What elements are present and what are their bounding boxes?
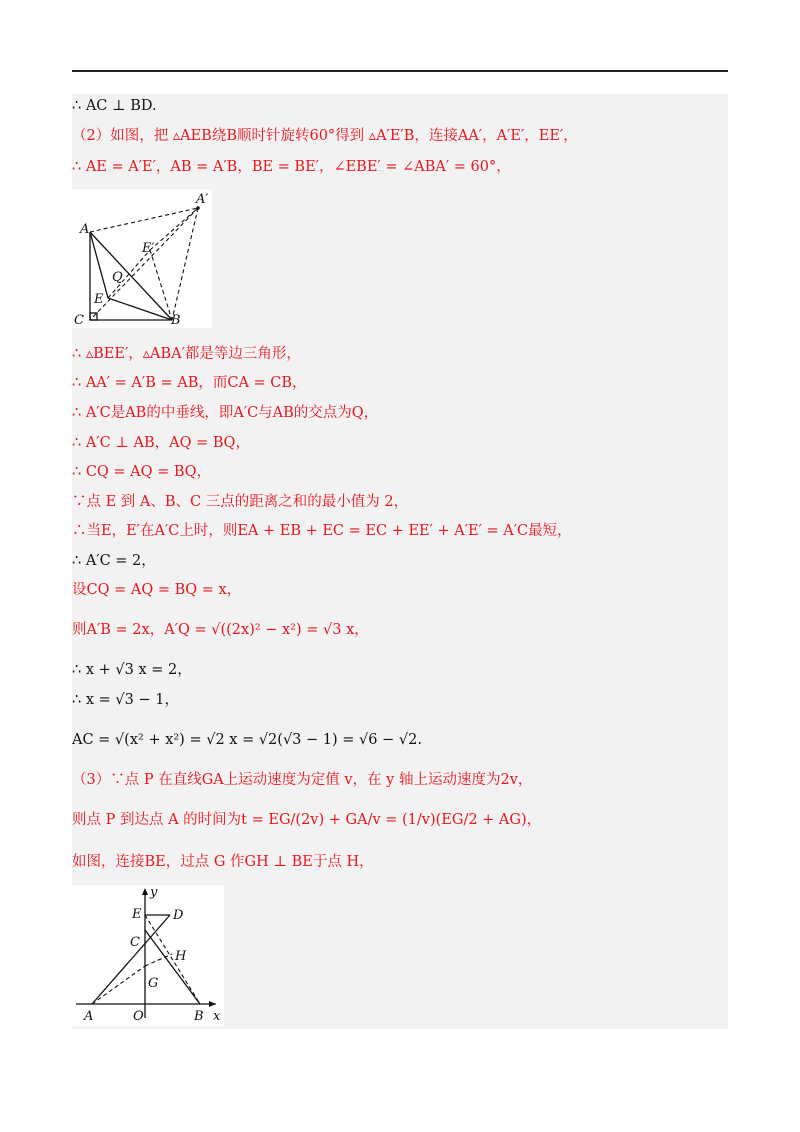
text-line-12: 设CQ = AQ = BQ = x，: [72, 582, 242, 598]
rotation-figure: [72, 190, 212, 328]
fig1-label-e-prime: E′: [142, 241, 155, 256]
fig2-label-y: y: [150, 886, 158, 900]
fig1-label-b: B: [171, 313, 181, 328]
text-line-17: （3）∵点 P 在直线GA上运动速度为定值 v，在 y 轴上运动速度为2v，: [72, 772, 533, 788]
fig2-label-x: x: [213, 1009, 221, 1024]
fig2-label-o: O: [133, 1009, 144, 1024]
text-line-8: ∴ CQ = AQ = BQ，: [72, 464, 211, 480]
text-line-3: ∴ AE = A′E′，AB = A′B，BE = BE′，∠EBE′ = ∠ABA′ = 60°，: [72, 159, 511, 175]
fig1-label-q: Q: [112, 270, 123, 285]
header-rule: [72, 70, 728, 72]
text-line-16: AC = √(x² + x²) = √2 x = √2(√3 − 1) = √6 − √2.: [72, 732, 422, 748]
fig2-label-b: B: [194, 1009, 204, 1024]
fig2-label-h: H: [175, 949, 187, 964]
text-line-10: ∴当E，E′在A′C上时，则EA + EB + EC = EC + EE′ + A′E′ = A′C最短，: [72, 523, 572, 539]
text-line-4: ∴ ▵BEE′，▵ABA′都是等边三角形，: [72, 346, 301, 362]
fig2-label-e: E: [132, 907, 142, 922]
text-line-18: 则点 P 到达点 A 的时间为t = EG/(2v) + GA/v = (1/v)(EG/2 + AG)，: [72, 812, 542, 828]
fig1-label-c: C: [74, 313, 84, 328]
text-line-19: 如图，连接BE，过点 G 作GH ⊥ BE于点 H，: [72, 854, 374, 870]
text-line-9: ∵点 E 到 A、B、C 三点的距离之和的最小值为 2，: [72, 494, 409, 510]
text-line-15: ∴ x = √3 − 1，: [72, 692, 179, 708]
fig2-label-d: D: [173, 908, 184, 923]
coordinate-figure: [72, 886, 224, 1026]
text-line-11: ∴ A′C = 2，: [72, 553, 156, 569]
fig1-label-e: E: [94, 292, 104, 307]
text-line-5: ∴ AA′ = A′B = AB，而CA = CB，: [72, 375, 307, 391]
text-line-13: 则A′B = 2x，A′Q = √((2x)² − x²) = √3 x，: [72, 622, 369, 638]
text-line-7: ∴ A′C ⊥ AB，AQ = BQ，: [72, 435, 250, 451]
fig1-label-a: A: [80, 222, 90, 237]
text-line-1: ∴ AC ⊥ BD.: [72, 98, 157, 114]
fig2-label-a: A: [84, 1009, 94, 1024]
text-line-6: ∴ A′C是AB的中垂线，即A′C与AB的交点为Q，: [72, 405, 379, 421]
fig2-label-c: C: [130, 935, 140, 950]
text-line-2: （2）如图，把 ▵AEB绕B顺时针旋转60°得到 ▵A′E′B，连接AA′，A′E′，EE′，: [72, 128, 578, 144]
text-line-14: ∴ x + √3 x = 2，: [72, 662, 192, 678]
fig1-label-a-prime: A′: [196, 192, 209, 207]
fig2-label-g: G: [148, 976, 159, 991]
